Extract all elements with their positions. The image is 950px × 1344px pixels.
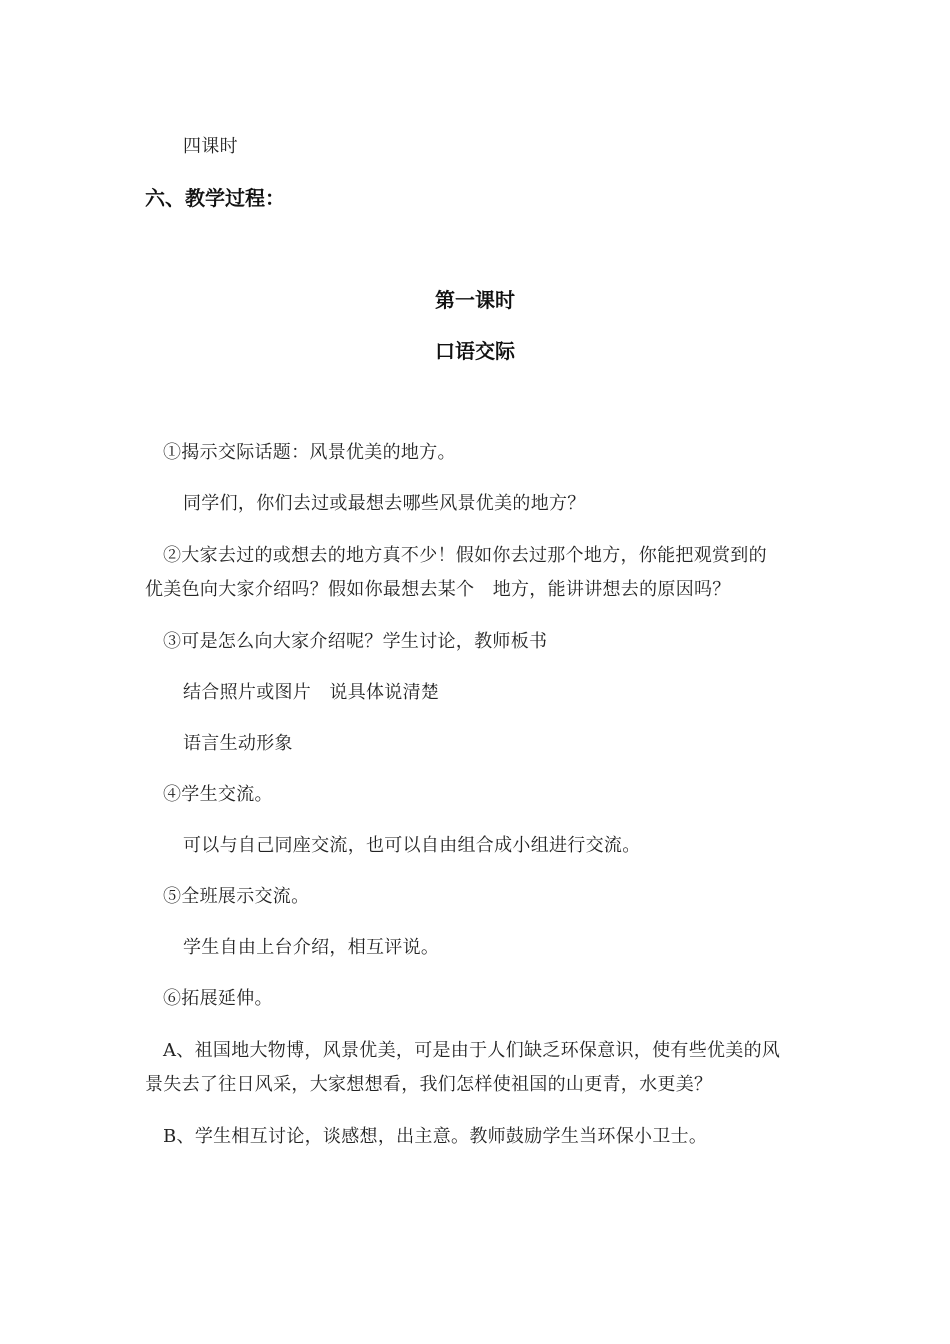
paragraph: 可以与自己同座交流，也可以自由组合成小组进行交流。 <box>183 835 641 856</box>
paragraph: 结合照片或图片 说具体说清楚 <box>183 682 440 703</box>
paragraph: A、祖国地大物博，风景优美，可是由于人们缺乏环保意识，使有些优美的风 <box>163 1040 781 1061</box>
section-heading: 六、教学过程： <box>145 186 285 210</box>
period-count: 四课时 <box>183 136 238 157</box>
paragraph: ①揭示交际话题：风景优美的地方。 <box>163 442 456 463</box>
paragraph-continuation: 景失去了往日风采，大家想想看，我们怎样使祖国的山更青，水更美？ <box>145 1074 713 1095</box>
paragraph: B、学生相互讨论，谈感想，出主意。教师鼓励学生当环保小卫士。 <box>163 1126 708 1147</box>
paragraph: 同学们，你们去过或最想去哪些风景优美的地方？ <box>183 493 586 514</box>
paragraph: 语言生动形象 <box>183 733 293 754</box>
paragraph: ④学生交流。 <box>163 784 273 805</box>
paragraph: ⑤全班展示交流。 <box>163 886 310 907</box>
paragraph: 学生自由上台介绍，相互评说。 <box>183 937 440 958</box>
lesson-subtitle: 口语交际 <box>435 339 515 363</box>
paragraph: ②大家去过的或想去的地方真不少！假如你去过那个地方，你能把观赏到的 <box>163 545 767 566</box>
lesson-title: 第一课时 <box>435 288 515 312</box>
paragraph: ⑥拓展延伸。 <box>163 988 273 1009</box>
paragraph: ③可是怎么向大家介绍呢？学生讨论，教师板书 <box>163 631 548 652</box>
paragraph-continuation: 优美色向大家介绍吗？假如你最想去某个 地方，能讲讲想去的原因吗？ <box>145 579 731 600</box>
